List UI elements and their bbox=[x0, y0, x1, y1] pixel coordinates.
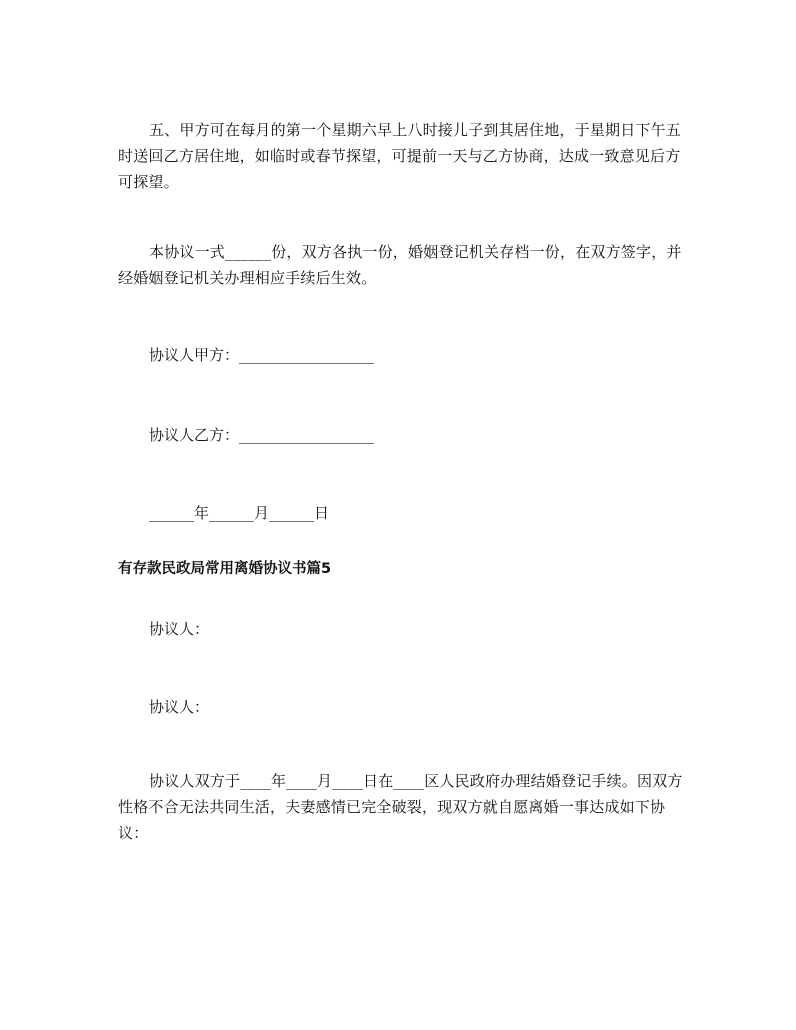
date-line: ______年______月______日 bbox=[149, 504, 330, 522]
signature-line-party-b: 协议人乙方：__________________ bbox=[149, 426, 375, 444]
section-heading: 有存款民政局常用离婚协议书篇5 bbox=[118, 561, 332, 577]
signature-line-party-a: 协议人甲方：__________________ bbox=[149, 346, 375, 364]
party-line-1: 协议人： bbox=[149, 620, 210, 638]
paragraph-copies-and-effect: 本协议一式______份，双方各执一份，婚姻登记机关存档一份，在双方签字，并经婚姻登记机关办理相应手续后生效。 bbox=[118, 243, 682, 287]
paragraph-visitation-rights: 五、甲方可在每月的第一个星期六早上八时接儿子到其居住地，于星期日下午五时送回乙方居住地，如临时或春节探望，可提前一天与乙方协商，达成一致意见后方可探望。 bbox=[118, 121, 682, 191]
party-line-2: 协议人： bbox=[149, 698, 210, 716]
paragraph-marriage-registration: 协议人双方于____年____月____日在____区人民政府办理结婚登记手续。因双方性格不合无法共同生活，夫妻感情已完全破裂，现双方就自愿离婚一事达成如下协议： bbox=[118, 772, 683, 842]
